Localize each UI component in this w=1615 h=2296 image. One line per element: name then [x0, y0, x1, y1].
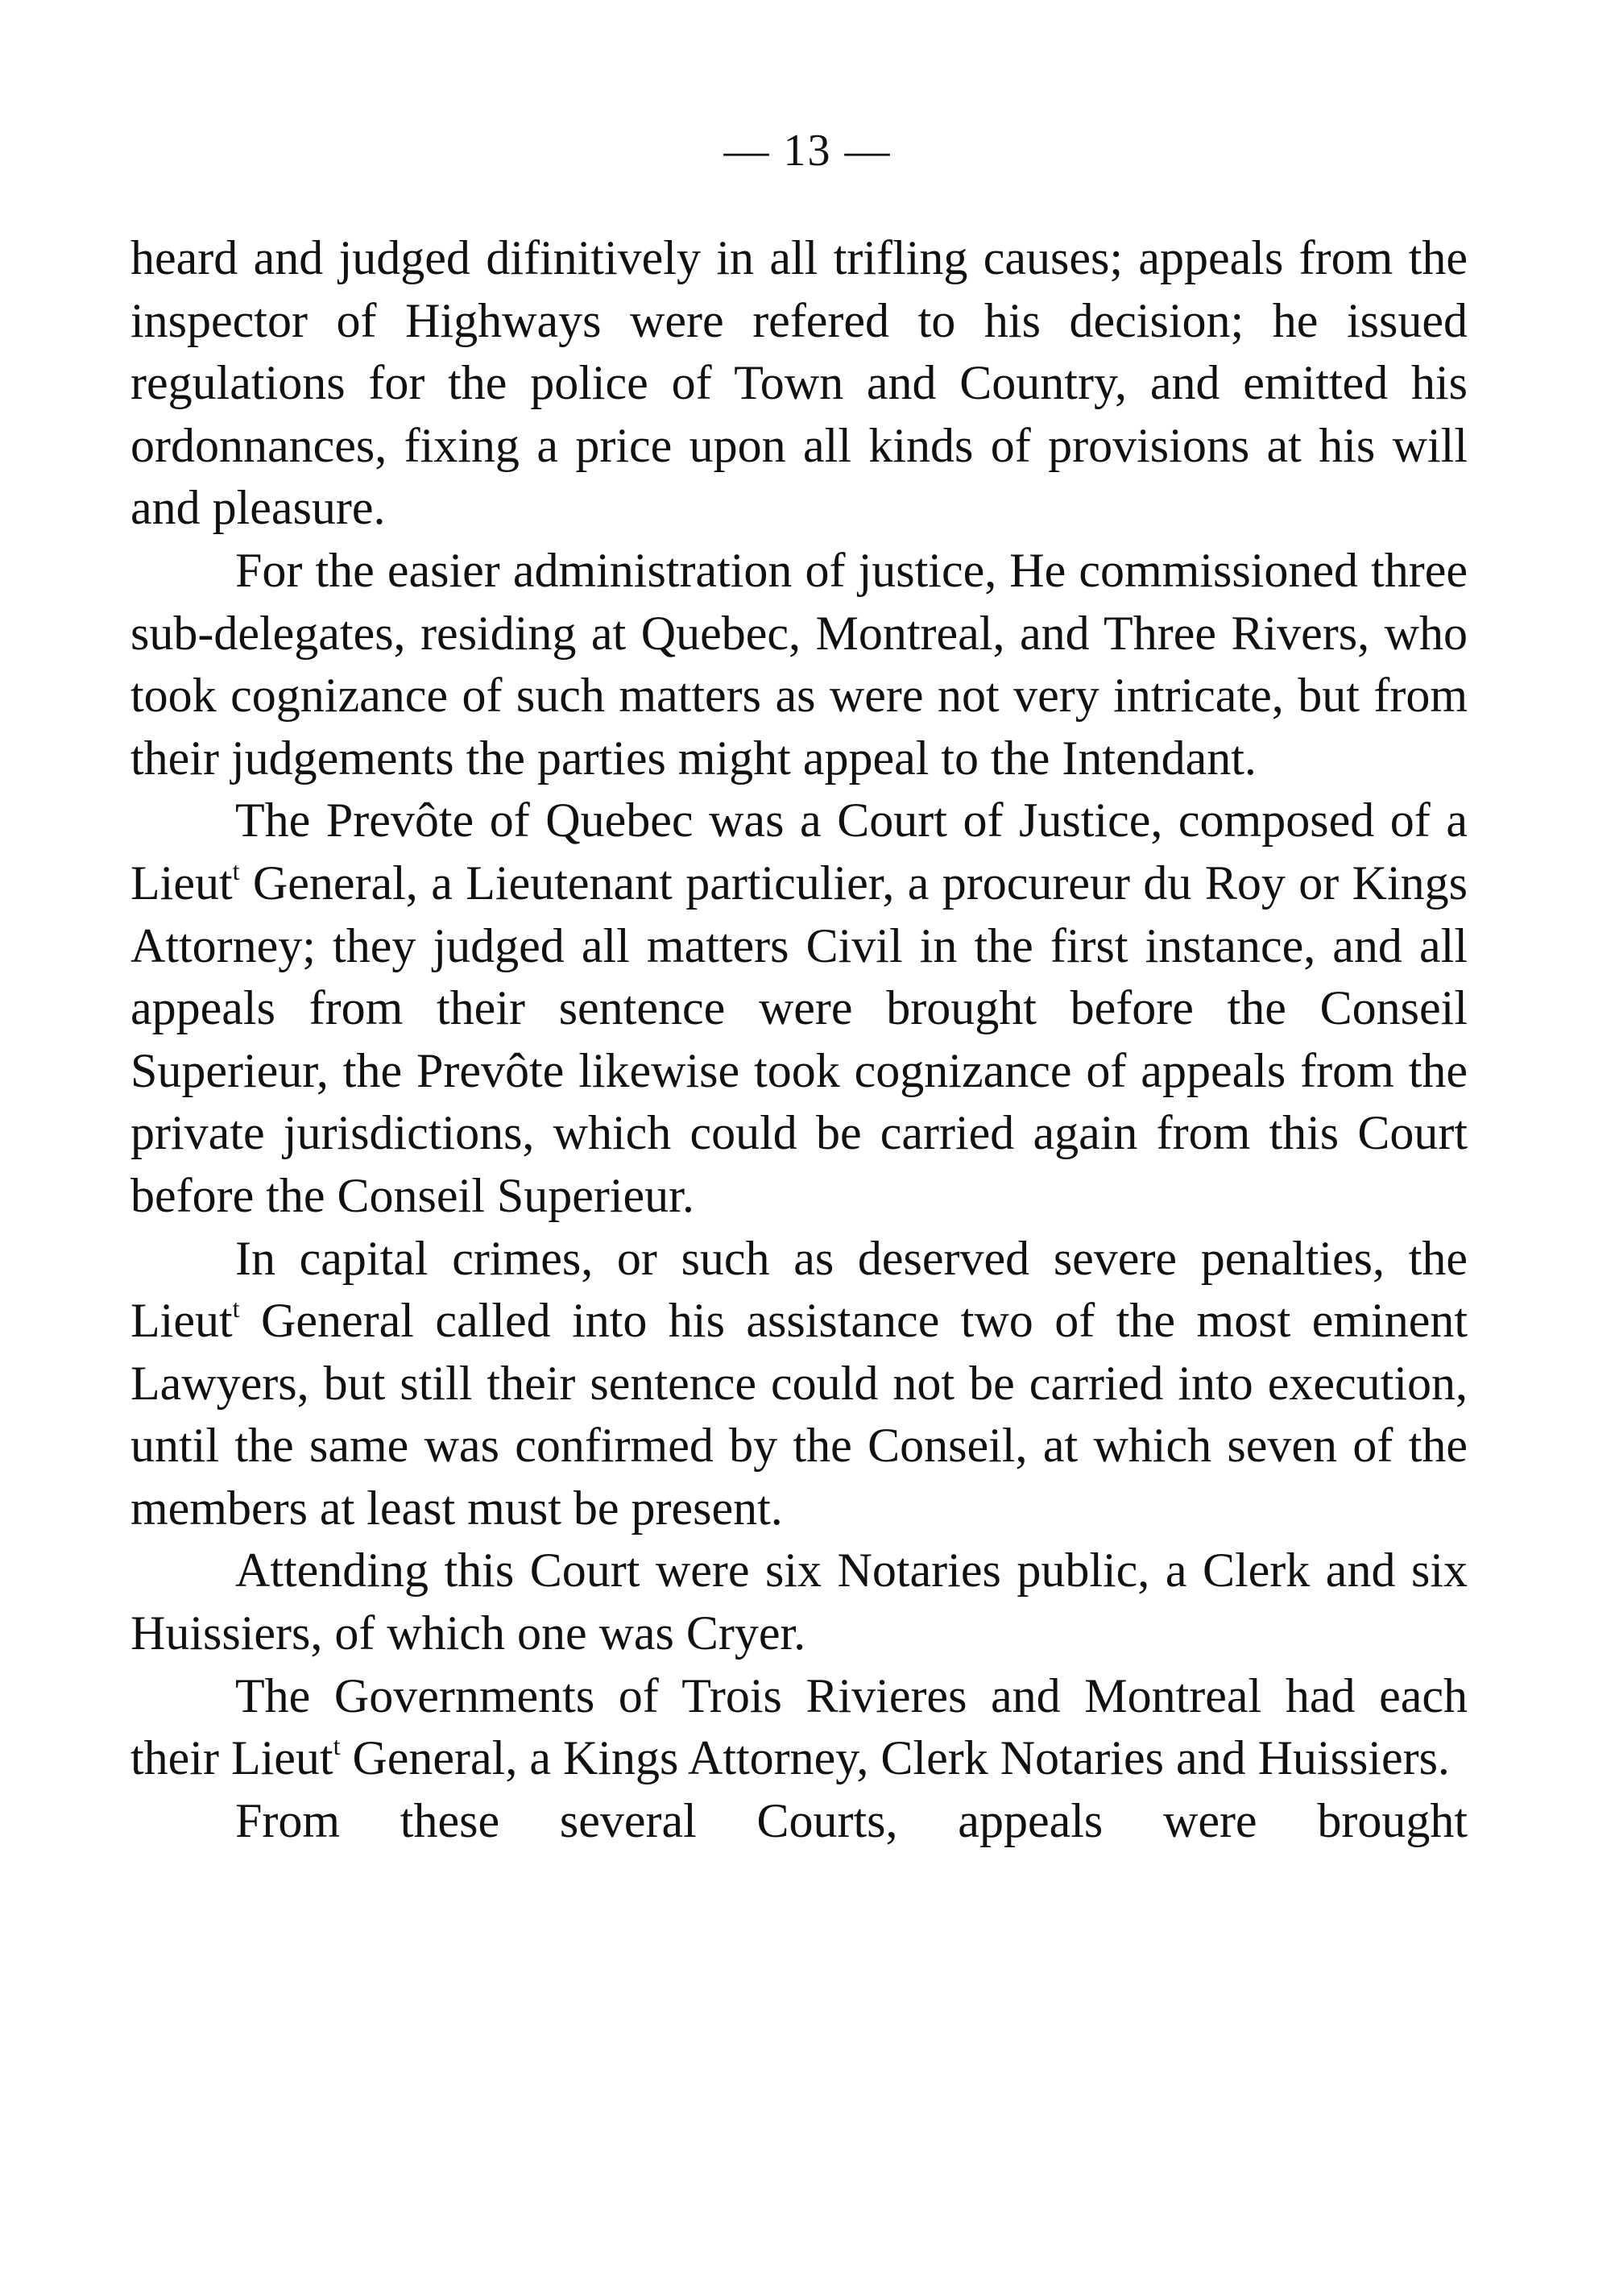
paragraph-text: General, a Kings Attorney, Clerk Notaries and Huissiers. — [340, 1731, 1450, 1785]
paragraph-text: The Prevôte of Quebec was a Court of Justice, composed of a Lieut — [130, 794, 1468, 910]
paragraph-text: Attending this Court were six Notaries public, a Clerk and six Huissiers, of which one was Cryer. — [130, 1544, 1468, 1660]
paragraph-intendant-powers — [130, 227, 1468, 540]
paragraph-other-governments — [130, 1665, 1468, 1790]
paragraph-prevote-of-quebec — [130, 790, 1468, 1227]
paragraph-court-attendants — [130, 1540, 1468, 1664]
paragraph-text: In capital crimes, or such as deserved severe penalties, the Lieut — [130, 1231, 1468, 1348]
paragraph-text: General, a Lieutenant particulier, a procureur du Roy or Kings Attorney; they judged all matters Civil in the first instance, and all appeals from their sentence were brought before the Conseil Superieur, the Prevôte likewise took cognizance of appeals from the private jurisdictions, which could be carried again from this Court before the Conseil Superieur. — [130, 856, 1468, 1222]
paragraph-capital-crimes — [130, 1228, 1468, 1540]
paragraph-text: From these several Courts, appeals were brought — [235, 1793, 1468, 1847]
paragraph-text: For the easier administration of justice, He commissioned three sub-delegates, residing at Quebec, Montreal, and Three Rivers, who took cognizance of such matters as were not very intricate, but from their judgements the parties might appeal to the Intendant. — [130, 543, 1468, 785]
superscript-abbreviation: t — [232, 1294, 240, 1324]
paragraph-text: The Governments of Trois Rivieres and Montreal had each their Lieut — [130, 1668, 1468, 1785]
paragraph-text: General called into his assistance two of the most eminent Lawyers, but still their sentence could not be carried into execution, until the same was confirmed by the Conseil, at which seven of the members at least must be present. — [130, 1294, 1468, 1535]
paragraph-appeals-continued — [130, 1790, 1468, 1853]
paragraph-sub-delegates — [130, 540, 1468, 790]
paragraph-text: heard and judged difinitively in all trifling causes; appeals from the inspector of Highways were refered to his decision; he issued regulations for the police of Town and Country, and emitted his ordonnances, fixing a price upon all kinds of provisions at his will and pleasure. — [130, 231, 1468, 535]
superscript-abbreviation: t — [333, 1731, 341, 1761]
body-text — [130, 227, 1468, 1852]
page-number: — 13 — — [723, 126, 892, 176]
superscript-abbreviation: t — [232, 856, 240, 885]
